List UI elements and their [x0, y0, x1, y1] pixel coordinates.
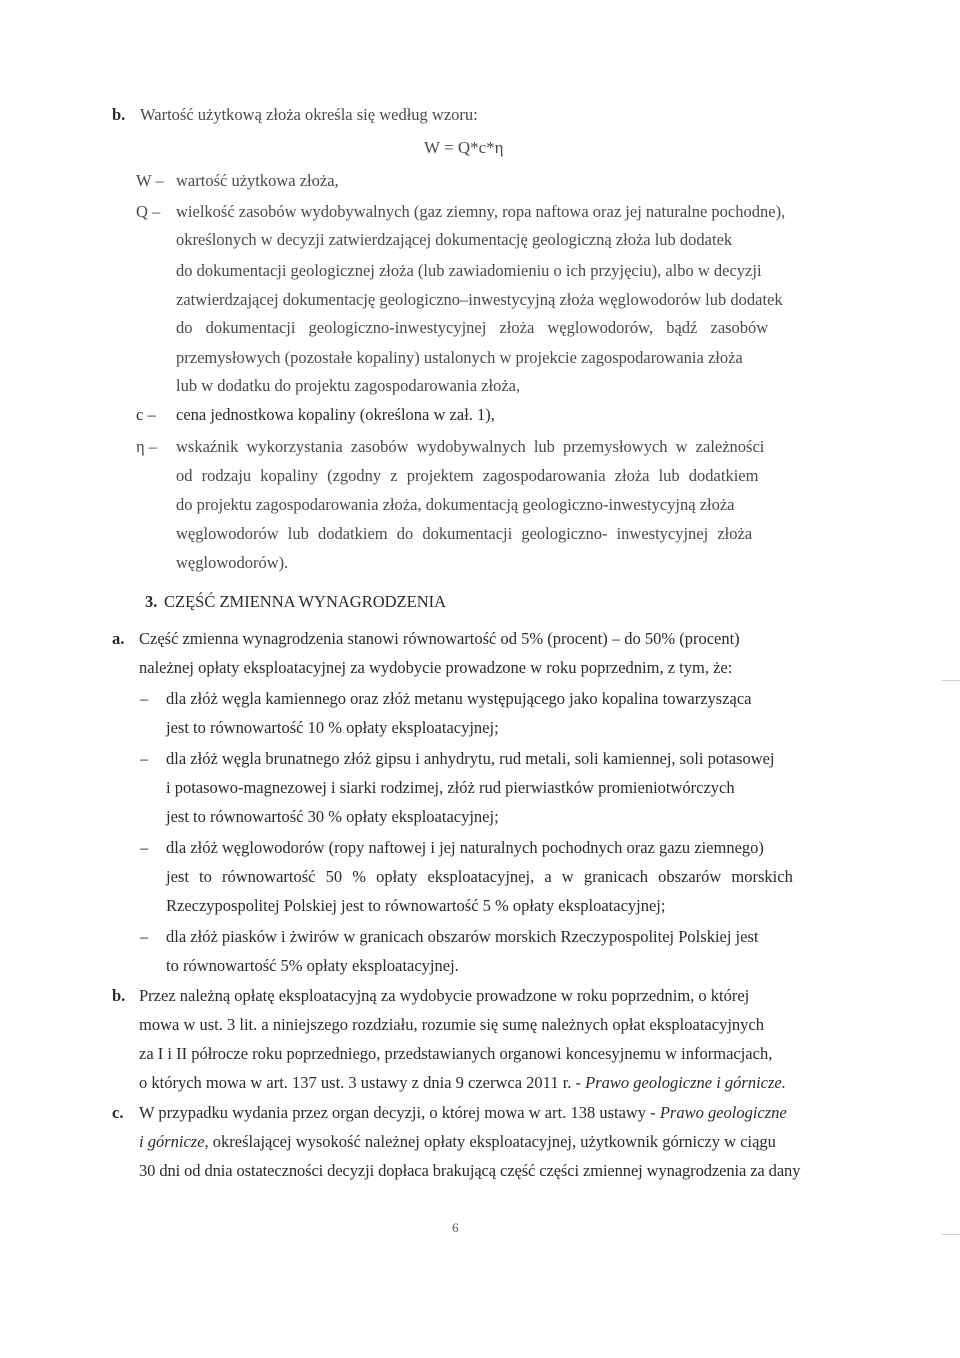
bullet-line: dla złóż piasków i żwirów w granicach obszarów morskich Rzeczypospolitej Polskiej jest: [166, 927, 759, 946]
definition-w-text: wartość użytkowa złoża,: [176, 171, 339, 190]
scan-edge-mark: [942, 1234, 960, 1235]
section-3c-line1-plain: W przypadku wydania przez organ decyzji, o której mowa w art. 138 ustawy -: [139, 1103, 656, 1122]
page-number: 6: [452, 1220, 459, 1235]
bullet-line: jest to równowartość 50 % opłaty eksploatacyjnej, a w granicach obszarów morskich: [166, 867, 793, 886]
definition-q-line: do dokumentacji geologiczno-inwestycyjnej złoża węglowodorów, bądź zasobów: [176, 318, 769, 337]
section-3c-line2: [139, 1132, 776, 1152]
definition-w-symbol: W –: [136, 171, 164, 190]
definition-eta-symbol: η –: [136, 437, 158, 456]
definition-eta-line: od rodzaju kopaliny (zgodny z projektem zagospodarowania złoża lub dodatkiem: [176, 466, 759, 485]
bullet-dash: –: [140, 749, 149, 768]
section-3a-line: Część zmienna wynagrodzenia stanowi równowartość od 5% (procent) – do 50% (procent): [139, 629, 740, 648]
law-title-italic: Prawo geologiczne i górnicze.: [585, 1073, 786, 1092]
definition-eta-line: węglowodorów).: [176, 553, 289, 572]
definition-c-symbol: c –: [136, 405, 156, 424]
bullet-dash: –: [140, 689, 149, 708]
definition-q-line: do dokumentacji geologicznej złoża (lub zawiadomieniu o ich przyjęciu), albo w decyzji: [176, 261, 762, 280]
definition-c-text: cena jednostkowa kopaliny (określona w zał. 1),: [176, 405, 495, 424]
definition-eta-line: węglowodorów lub dodatkiem do dokumentacji geologiczno- inwestycyjnej złoża: [176, 524, 753, 543]
section-3b-line: Przez należną opłatę eksploatacyjną za wydobycie prowadzone w roku poprzednim, o której: [139, 986, 750, 1005]
bullet-line: dla złóż węglowodorów (ropy naftowej i jej naturalnych pochodnych oraz gazu ziemnego): [166, 838, 764, 857]
section-3-number: 3.: [145, 592, 158, 611]
definition-q-line: określonych w decyzji zatwierdzającej dokumentację geologiczną złoża lub dodatek: [176, 230, 733, 249]
definition-eta-line: wskaźnik wykorzystania zasobów wydobywalnych lub przemysłowych w zależności: [176, 437, 765, 456]
definition-q-line: wielkość zasobów wydobywalnych (gaz ziemny, ropa naftowa oraz jej naturalne pochodne),: [176, 202, 786, 221]
scan-edge-mark: [942, 680, 960, 681]
definition-q-line: zatwierdzającej dokumentację geologiczno–inwestycyjną złoża węglowodorów lub dodatek: [176, 290, 783, 309]
bullet-line: dla złóż węgla brunatnego złóż gipsu i anhydrytu, rud metali, soli kamiennej, soli potasowej: [166, 749, 775, 768]
section-b-marker: b.: [112, 105, 126, 124]
bullet-line: Rzeczypospolitej Polskiej jest to równowartość 5 % opłaty eksploatacyjnej;: [166, 896, 666, 915]
definition-q-line: lub w dodatku do projektu zagospodarowania złoża,: [176, 376, 521, 395]
section-3c-line3: 30 dni od dnia ostateczności decyzji dopłaca brakującą część części zmiennej wynagrodzenia za dany: [139, 1161, 801, 1180]
definition-q-symbol: Q –: [136, 202, 161, 221]
section-3a-line: należnej opłaty eksploatacyjnej za wydobycie prowadzone w roku poprzednim, z tym, że:: [139, 658, 733, 677]
bullet-line: jest to równowartość 10 % opłaty eksploatacyjnej;: [166, 718, 499, 737]
section-3a-marker: a.: [112, 629, 125, 648]
bullet-line: dla złóż węgla kamiennego oraz złóż metanu występującego jako kopalina towarzysząca: [166, 689, 752, 708]
section-3c-line2-plain: określającej wysokość należnej opłaty eksploatacyjnej, użytkownik górniczy w ciągu: [212, 1132, 776, 1151]
section-3c-marker: c.: [112, 1103, 124, 1122]
law-title-italic: Prawo geologiczne: [659, 1103, 787, 1122]
section-3-title: CZĘŚĆ ZMIENNA WYNAGRODZENIA: [164, 592, 447, 611]
bullet-line: i potasowo-magnezowej i siarki rodzimej, złóż rud pierwiastków promieniotwórczych: [166, 778, 735, 797]
definition-q-line: przemysłowych (pozostałe kopaliny) ustalonych w projekcie zagospodarowania złoża: [176, 348, 743, 367]
section-3b-line: mowa w ust. 3 lit. a niniejszego rozdziału, rozumie się sumę należnych opłat eksploatacyjnych: [139, 1015, 764, 1034]
definition-eta-line: do projektu zagospodarowania złoża, dokumentacją geologiczno-inwestycyjną złoża: [176, 495, 735, 514]
bullet-line: jest to równowartość 30 % opłaty eksploatacyjnej;: [166, 807, 499, 826]
section-3c-line1: [139, 1103, 787, 1123]
law-title-italic: i górnicze,: [139, 1132, 209, 1151]
bullet-line: to równowartość 5% opłaty eksploatacyjnej.: [166, 956, 459, 975]
section-3b-last-line: [139, 1073, 786, 1093]
section-3b-line: za I i II półrocze roku poprzedniego, przedstawianych organowi koncesyjnemu w informacjach,: [139, 1044, 773, 1063]
section-3b-last-plain: o których mowa w art. 137 ust. 3 ustawy z dnia 9 czerwca 2011 r. -: [139, 1073, 582, 1092]
bullet-dash: –: [140, 927, 149, 946]
formula: W = Q*c*η: [424, 138, 504, 157]
section-b-intro: Wartość użytkową złoża określa się według wzoru:: [140, 105, 478, 124]
bullet-dash: –: [140, 838, 149, 857]
section-3b-marker: b.: [112, 986, 126, 1005]
